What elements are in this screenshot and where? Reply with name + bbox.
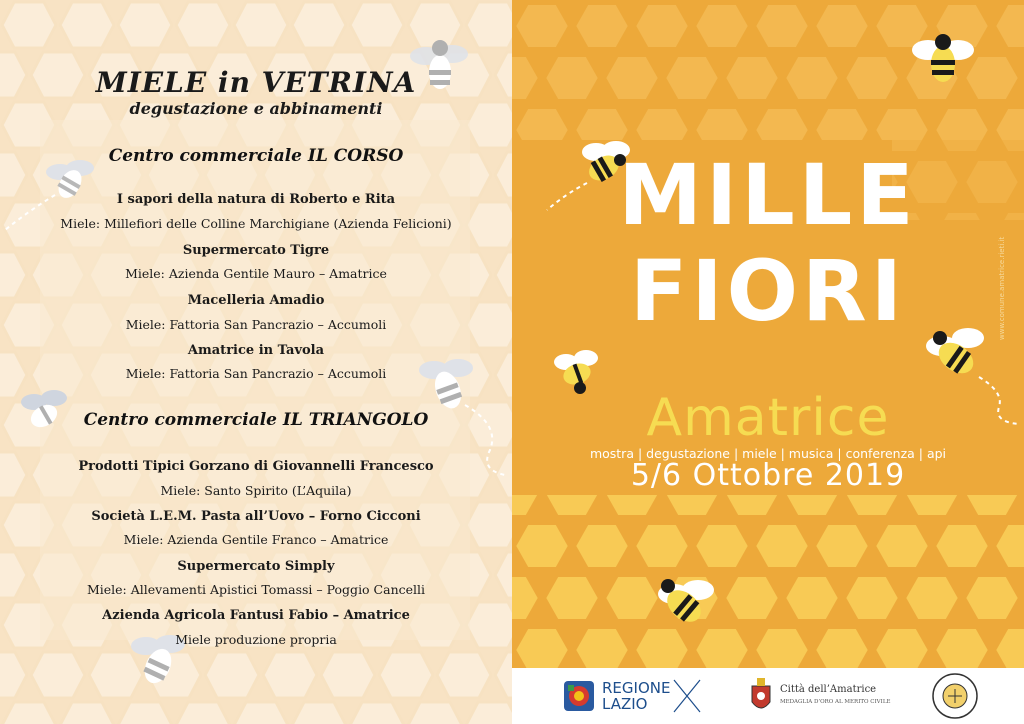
citta-name: Città dell’Amatrice (780, 684, 877, 695)
website-text: www.comune.amatrice.rieti.it (998, 236, 1006, 340)
event-city: Amatrice (646, 388, 890, 448)
shop-name: Supermercato Tigre (182, 243, 330, 258)
citta-subtitle: MEDAGLIA D’ORO AL MERITO CIVILE (780, 699, 891, 705)
shop-name: Macelleria Amadio (187, 293, 325, 308)
bee-icon (650, 568, 720, 630)
coat-of-arms-icon (748, 676, 774, 716)
honey-source: Miele produzione propria (175, 632, 337, 647)
honey-source: Miele: Fattoria San Pancrazio – Accumoli (125, 366, 387, 381)
honey-source: Miele: Allevamenti Apistici Tomassi – Poggio Cancelli (86, 582, 426, 597)
section-heading: Centro commerciale IL TRIANGOLO (83, 410, 429, 430)
shop-name: Amatrice in Tavola (187, 343, 325, 358)
citta-amatrice-logo (748, 668, 890, 724)
listing-subtitle: degustazione e abbinamenti (129, 99, 383, 118)
regione-lazio-logo (562, 668, 702, 724)
shop-name: I sapori della natura di Roberto e Rita (116, 192, 396, 207)
regione-lazio-emblem-icon (562, 679, 596, 713)
event-tags: mostra | degustazione | miele | musica | conferenza | api (589, 446, 947, 461)
event-title-line2: FIORI (630, 242, 906, 340)
regione-cross-icon (672, 678, 702, 714)
beekeepers-association-seal-icon (930, 671, 980, 721)
honey-source: Miele: Santo Spirito (L’Aquila) (160, 483, 352, 498)
section-heading: Centro commerciale IL CORSO (108, 146, 404, 166)
sponsor-logos (512, 668, 1024, 724)
right-panel (512, 0, 1024, 668)
shop-name: Azienda Agricola Fantusi Fabio – Amatrice (102, 608, 410, 623)
honey-source: Miele: Azienda Gentile Mauro – Amatrice (125, 266, 387, 281)
listing-title: MIELE in VETRINA (95, 66, 417, 99)
association-logo (930, 668, 980, 724)
shop-name: Società L.E.M. Pasta all’Uovo – Forno Cicconi (91, 509, 421, 524)
honey-source: Miele: Fattoria San Pancrazio – Accumoli (125, 317, 387, 332)
honey-source: Miele: Azienda Gentile Franco – Amatrice (123, 532, 389, 547)
shop-name: Supermercato Simply (177, 559, 335, 574)
bee-icon (910, 22, 976, 88)
regione-line1: REGIONE (602, 679, 671, 697)
honey-source: Miele: Millefiori delle Colline Marchigiane (Azienda Felicioni) (60, 216, 452, 231)
event-title-line1: MILLE (618, 146, 918, 244)
shop-name: Prodotti Tipici Gorzano di Giovannelli Francesco (78, 459, 434, 474)
regione-line2: LAZIO (602, 695, 648, 713)
event-date: 5/6 Ottobre 2019 (630, 458, 906, 493)
